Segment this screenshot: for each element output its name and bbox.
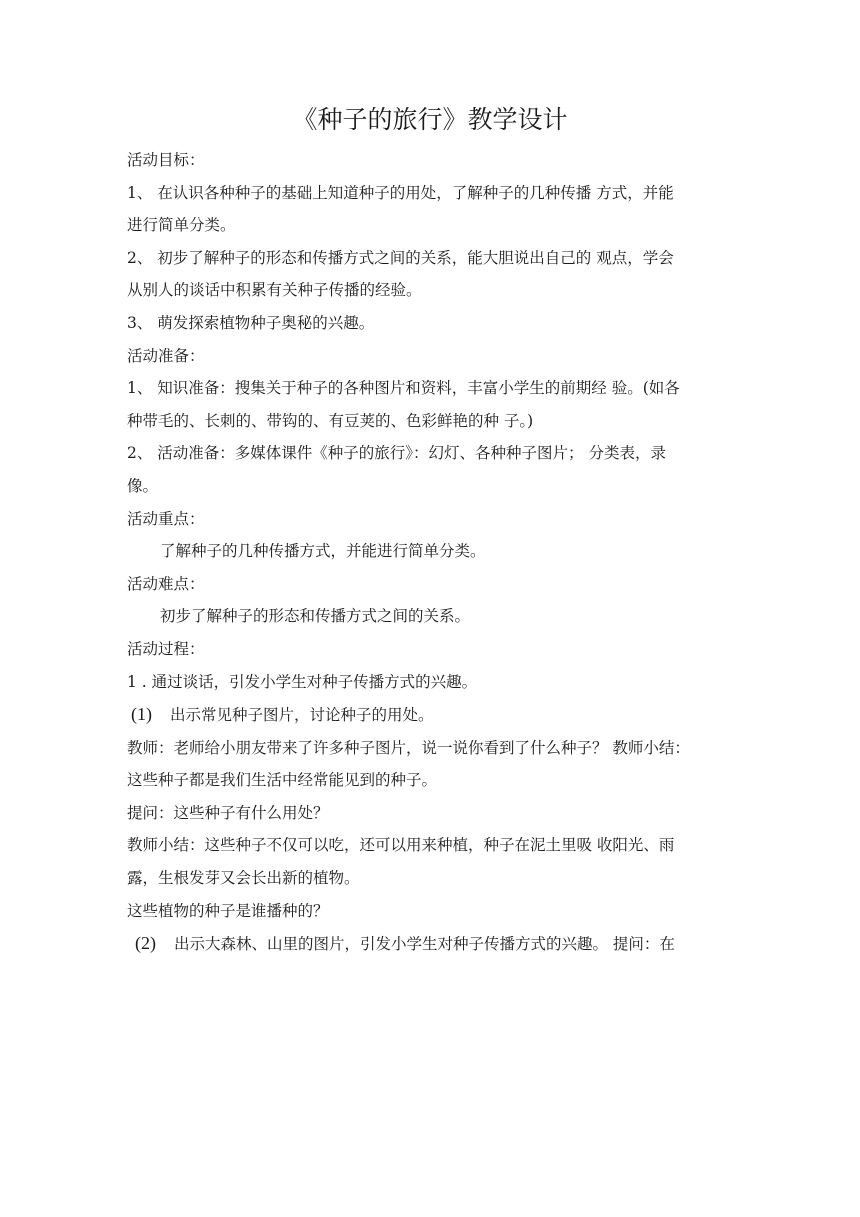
list-marker: (2)	[135, 933, 156, 954]
paragraph-line: 1、 知识准备：搜集关于种子的各种图片和资料，丰富小学生的前期经 验。(如各	[127, 379, 680, 398]
paragraph-line: 3、 萌发探索植物种子奥秘的兴趣。	[127, 313, 375, 332]
paragraph-line: 这些植物的种子是谁播种的？	[127, 901, 329, 920]
list-item-text: 出示常见种子图片，讨论种子的用处。	[170, 706, 434, 725]
document-body	[127, 144, 742, 961]
paragraph-line: 种带毛的、长刺的、带钩的、有豆荚的、色彩鲜艳的种 子。)	[127, 411, 534, 430]
section-heading-difficulty: 活动难点：	[127, 574, 205, 593]
document-title: 《种子的旅行》教学设计	[292, 105, 568, 134]
paragraph-line: 1 . 通过谈话，引发小学生对种子传播方式的兴趣。	[127, 672, 478, 691]
section-heading-preparation: 活动准备：	[127, 346, 205, 365]
section-heading-goals: 活动目标：	[127, 151, 205, 169]
paragraph-line: 教师：老师给小朋友带来了许多种子图片，说一说你看到了什么种子？ 教师小结：	[127, 738, 690, 757]
paragraph-line: 2、 初步了解种子的形态和传播方式之间的关系，能大胆说出自己的 观点，学会	[127, 248, 674, 267]
paragraph-line: 1、 在认识各种种子的基础上知道种子的用处，了解种子的几种传播 方式，并能	[127, 183, 674, 202]
paragraph-line: 提问：这些种子有什么用处？	[127, 803, 329, 822]
paragraph-line: 露，生根发芽又会长出新的植物。	[127, 869, 360, 888]
list-item-text: 出示大森林、山里的图片，引发小学生对种子传播方式的兴趣。 提问：在	[174, 935, 675, 954]
paragraph-line: 从别人的谈话中积累有关种子传播的经验。	[127, 281, 422, 300]
section-heading-process: 活动过程：	[127, 639, 205, 658]
paragraph-line: 2、 活动准备：多媒体课件《种子的旅行》：幻灯、各种种子图片； 分类表，录	[127, 444, 666, 463]
paragraph-line: 了解种子的几种传播方式，并能进行简单分类。	[160, 542, 486, 561]
paragraph-line: 教师小结：这些种子不仅可以吃，还可以用来种植，种子在泥土里吸 收阳光、雨	[127, 836, 675, 855]
list-item	[127, 927, 742, 961]
section-heading-focus: 活动重点：	[127, 509, 205, 528]
paragraph-line: 进行简单分类。	[127, 216, 236, 235]
list-item	[127, 698, 742, 732]
paragraph-line: 初步了解种子的形态和传播方式之间的关系。	[160, 607, 471, 626]
list-marker: (1)	[131, 704, 152, 725]
paragraph-line: 像。	[127, 476, 159, 495]
paragraph-line: 这些种子都是我们生活中经常能见到的种子。	[127, 771, 438, 790]
